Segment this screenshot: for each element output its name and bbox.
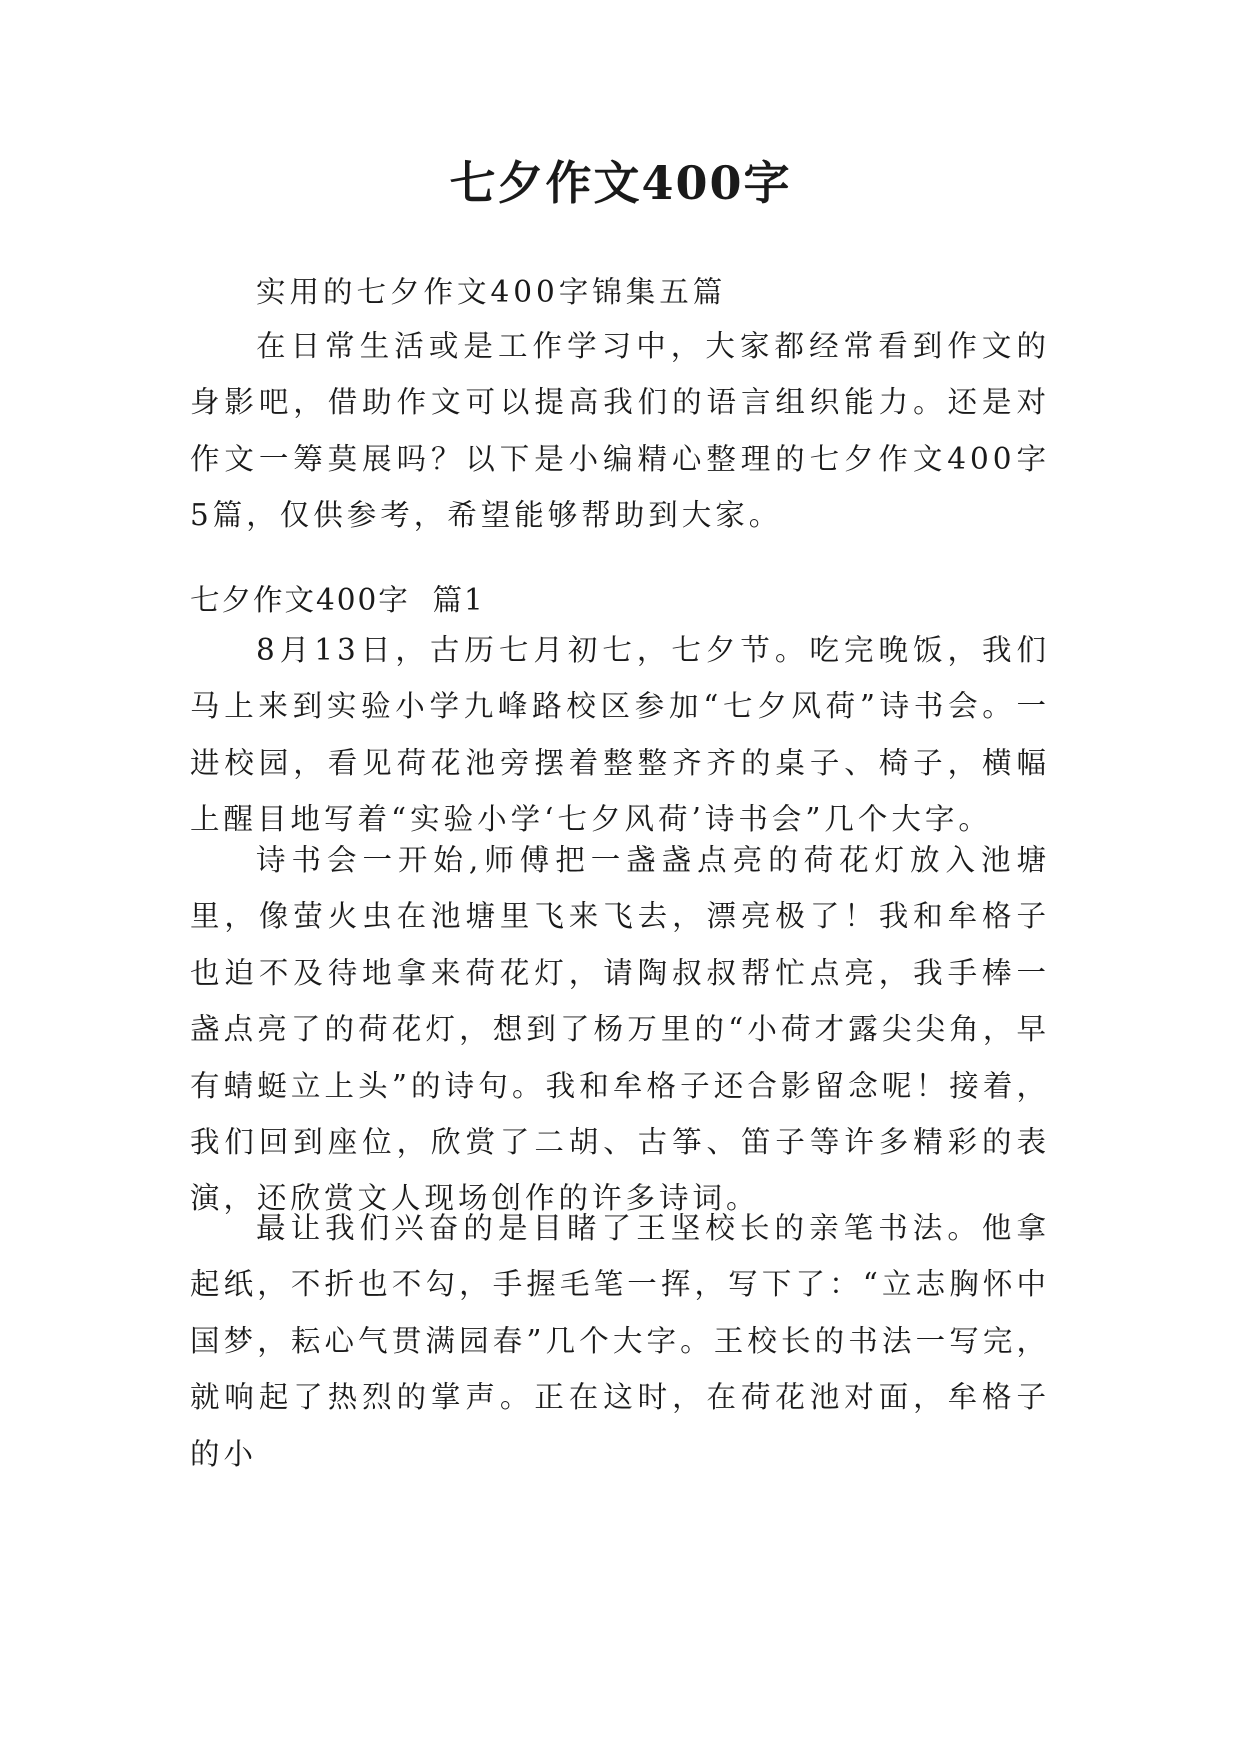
section-heading: 七夕作文400字 篇1 [190,583,485,617]
body-paragraph-2: 诗书会一开始,师傅把一盏盏点亮的荷花灯放入池塘里，像萤火虫在池塘里飞来飞去，漂亮极了！我和牟格子也迫不及待地拿来荷花灯，请陶叔叔帮忙点亮，我手棒一盏点亮了的荷花灯，想到了杨万里的“小荷才露尖尖角，早有蜻蜓立上头”的诗句。我和牟格子还合影留念呢！接着，我们回到座位，欣赏了二胡、古筝、笛子等许多精彩的表演，还欣赏文人现场创作的许多诗词。 [190,843,1050,1216]
body-paragraph-3: 最让我们兴奋的是目睹了王坚校长的亲笔书法。他拿起纸，不折也不勾，手握毛笔一挥，写下了：“立志胸怀中国梦，耘心气贯满园春”几个大字。王校长的书法一写完，就响起了热烈的掌声。正在这时，在荷花池对面，牟格子的小 [190,1211,1050,1471]
document-title: 七夕作文400字 [449,156,792,210]
intro-paragraph: 在日常生活或是工作学习中，大家都经常看到作文的身影吧，借助作文可以提高我们的语言组织能力。还是对作文一筹莫展吗？以下是小编精心整理的七夕作文400字5篇，仅供参考，希望能够帮助到大家。 [190,329,1050,533]
body-paragraph-1: 8月13日，古历七月初七，七夕节。吃完晚饭，我们马上来到实验小学九峰路校区参加“七夕风荷”诗书会。一进校园，看见荷花池旁摆着整整齐齐的桌子、椅子，横幅上醒目地写着“实验小学‘七夕风荷’诗书会”几个大字。 [190,633,1050,837]
document-subtitle: 实用的七夕作文400字锦集五篇 [256,275,727,309]
